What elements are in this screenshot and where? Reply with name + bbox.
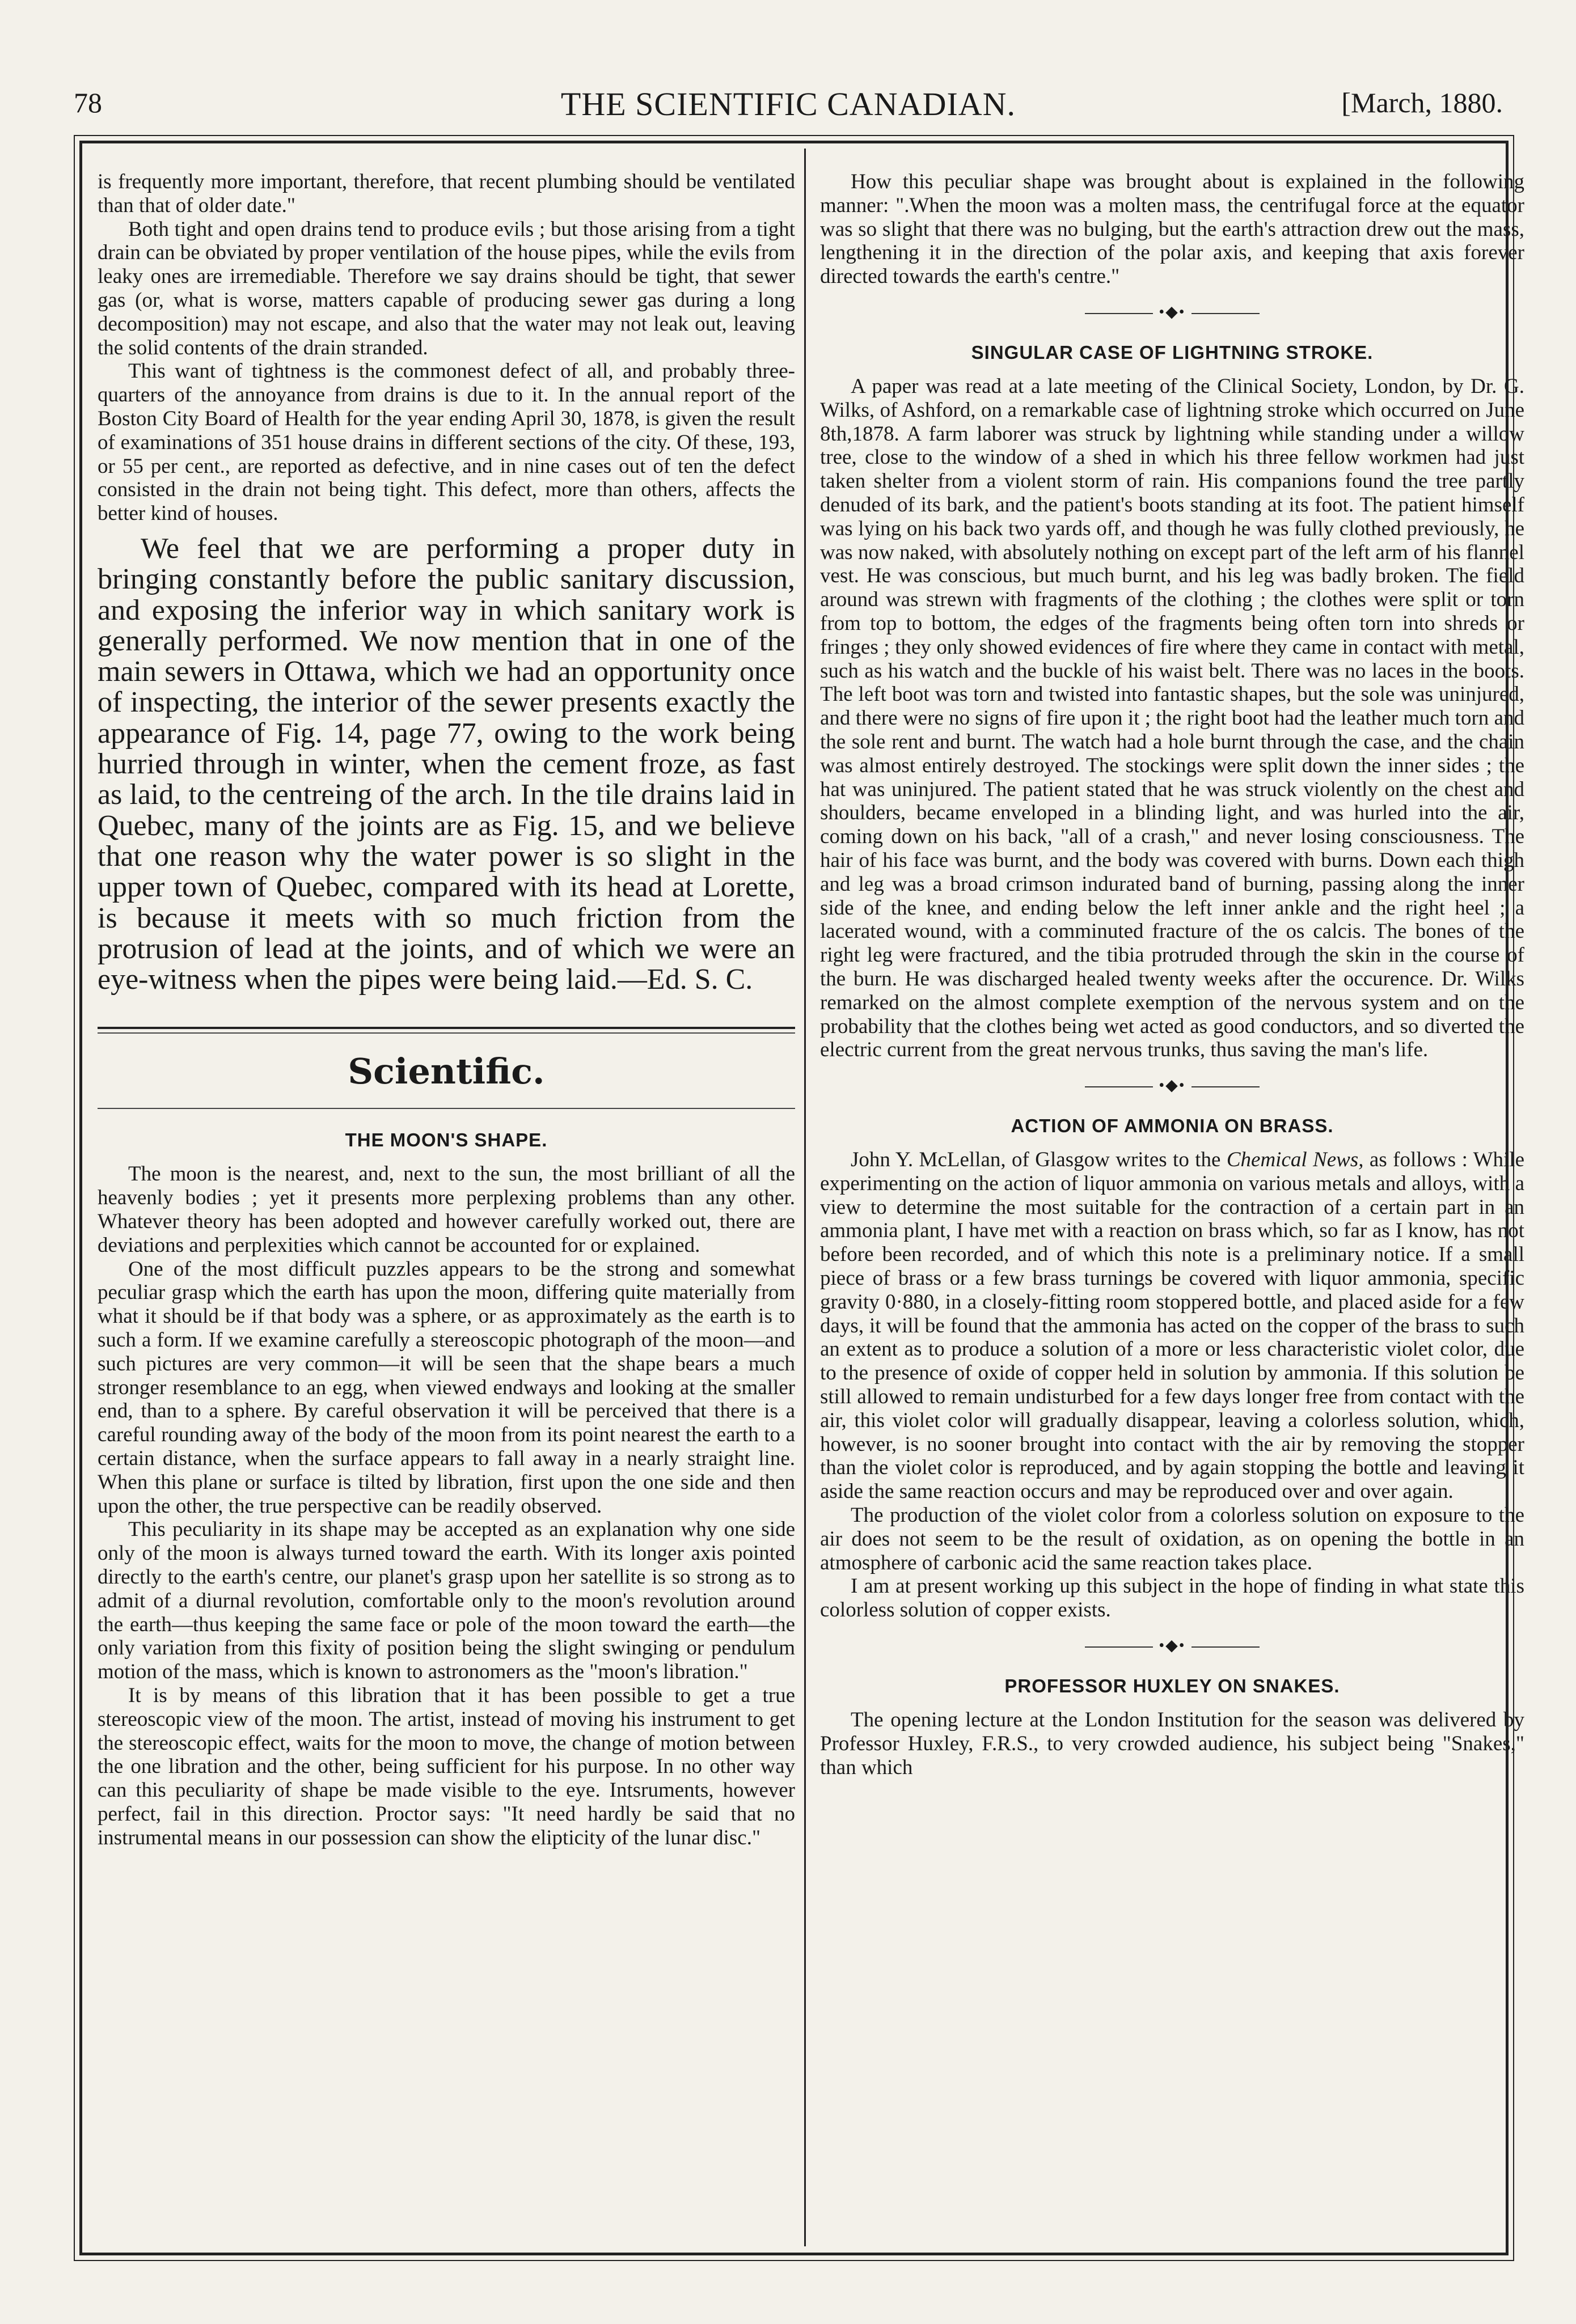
paragraph: I am at present working up this subject in the hope of finding in what state this colorless solution of copper exists. [820, 1574, 1524, 1622]
moon-article-continued [820, 170, 1524, 289]
section-divider-thin [98, 1032, 795, 1034]
paragraph: One of the most difficult puzzles appears to be the strong and somewhat peculiar grasp which the earth has upon the moon, differing quite materially from what it should be if that body was a sphere, or as approximately as the earth is to such a form. If we examine carefully a stereoscopic photograph of the moon—and such pictures are very common—it will be seen that the shape bears a much stronger resemblance to an egg, when viewed endways and looking at the smaller end, than to a sphere. By careful observation it will be perceived that there is a careful rounding away of the body of the moon from its point nearest the earth to a certain distance, when the surface appears to fall away in a nearly straight line. When this plane or surface is tilted by libration, first upon the one side and then upon the other, the true perspective can be readily observed. [98, 1257, 795, 1518]
article-heading: SINGULAR CASE OF LIGHTNING STROKE. [971, 341, 1374, 363]
journal-title: THE SCIENTIFIC CANADIAN. [560, 86, 1016, 122]
paragraph: The opening lecture at the London Institution for the season was delivered by Professor Huxley, F.R.S., to very crowded audience, his subject being "Snakes," than which [820, 1708, 1524, 1779]
article-heading: PROFESSOR HUXLEY ON SNAKES. [1004, 1675, 1340, 1697]
page-header [74, 74, 1503, 130]
paragraph: This peculiarity in its shape may be accepted as an explanation why one side only of the moon is always turned toward the earth. With its longer axis pointed directly to the earth's centre, our planet's grasp upon her satellite is so strong as to admit of a diurnal revolution, comfortable only to the moon's revolution around the earth—thus keeping the same face or pole of the moon toward the earth—the only variation from this fixity of position being the slight swinging or pendulum motion of the mass, which is known to astronomers as the "moon's libration." [98, 1518, 795, 1684]
title-underline [98, 1108, 795, 1109]
article-heading: THE MOON'S SHAPE. [345, 1129, 548, 1151]
column-divider [804, 149, 806, 2246]
paragraph: The moon is the nearest, and, next to the sun, the most brilliant of all the heavenly bodies ; yet it presents more perplexing problems than any other. Whatever theory has been adopted and however carefully worked out, there are deviations and perplexities which cannot be accounted for or explained. [98, 1162, 795, 1257]
ammonia-article [820, 1148, 1524, 1622]
editorial-note [98, 534, 795, 995]
huxley-article [820, 1708, 1524, 1779]
issue-date: [March, 1880. [1341, 87, 1503, 118]
drains-article [98, 170, 795, 526]
separator-ornament: •◆• [820, 1636, 1524, 1655]
left-column [98, 170, 795, 1850]
section-divider [98, 1027, 795, 1029]
right-column [820, 170, 1524, 1779]
article-heading: ACTION OF AMMONIA ON BRASS. [1011, 1115, 1334, 1137]
moon-article [98, 1162, 795, 1849]
paragraph: This want of tightness is the commonest defect of all, and probably three-quarters of the annoyance from drains is due to it. In the annual report of the Boston City Board of Health for the year ending April 30, 1878, is given the result of examinations of 351 house drains in different sections of the city. Of these, 193, or 55 per cent., are reported as defective, and in nine cases out of ten the defect consisted in the drain not being tight. This defect, more than others, affects the better kind of houses. [98, 359, 795, 526]
paragraph: is frequently more important, therefore, that recent plumbing should be ventilated than that of older date." [98, 170, 795, 217]
paragraph: It is by means of this libration that it has been possible to get a true stereoscopic view of the moon. The artist, instead of moving his instrument to get the stereoscopic effect, waits for the moon to move, the change of motion between the one libration and the other, being sufficient for his purpose. In no other way can this peculiarity of shape be made visible to the eye. Intsruments, however perfect, fail in this direction. Proctor says: "It need hardly be said that no instrumental means in our possession can show the elipticity of the lunar disc." [98, 1683, 795, 1849]
page-number: 78 [74, 87, 102, 118]
separator-ornament: •◆• [820, 302, 1524, 321]
separator-ornament: •◆• [820, 1076, 1524, 1095]
paragraph: The production of the violet color from a colorless solution on exposure to the air does not seem to be the result of oxidation, as on opening the bottle in an atmosphere of carbonic acid the same reaction takes place. [820, 1504, 1524, 1574]
paragraph: A paper was read at a late meeting of the Clinical Society, London, by Dr. G. Wilks, of Ashford, on a remarkable case of lightning stroke which occurred on June 8th,1878. A farm laborer was struck by lightning while standing under a willow tree, close to the window of a shed in which his three fellow workmen had just taken shelter from a violent storm of rain. His companions found the tree partly denuded of its bark, and the patient's boots standing at its foot. The patient himself was lying on his back two yards off, and though he was fully clothed previously, he was now naked, with absolutely nothing on except part of the left arm of his flannel vest. He was conscious, but much burnt, and his leg was badly broken. The field around was strewn with fragments of the clothing ; the clothes were split or torn from top to bottom, the edges of the fragments being often torn into shreds or fringes ; they only showed evidences of fire where they came in contact with metal, such as his watch and the buckle of his waist belt. There was no laces in the boots. The left boot was torn and twisted into fantastic shapes, but the sole was uninjured, and there were no signs of fire upon it ; the right boot had the leather much torn and the sole rent and burnt. The watch had a hole burnt through the case, and the chain was almost entirely destroyed. The stockings were split down the inner sides ; the hat was uninjured. The patient stated that he was struck violently on the chest and shoulders, became enveloped in a blinding light, and was hurled into the air, coming down on his back, "all of a crash," and never losing consciousness. The hair of his face was burnt, and the body was covered with burns. Down each thigh and leg was a broad crimson indurated band of burning, passing along the inner side of the knee, and ending below the left inner ankle and the right heel ; a lacerated wound, with a comminuted fracture of the os calcis. The bones of the right leg were fractured, and the tibia protruded through the skin in the course of the burn. He was discharged healed twenty weeks after the occurence. Dr. Wilks remarked on the almost complete exemption of the nervous system and on the probability that the clothes being wet acted as good conductors, and so diverted the electric current from the great nervous trunks, thus saving the man's life. [820, 374, 1524, 1062]
paragraph: Both tight and open drains tend to produce evils ; but those arising from a tight drain can be obviated by proper ventilation of the house pipes, while the evils from leaky ones are irremediable. Therefore we say drains should be tight, that sewer gas (or, what is worse, matters capable of producing sewer gas during a long decomposition) may not escape, and also that the water may not leak out, leaving the solid contents of the drain stranded. [98, 217, 795, 359]
paragraph: How this peculiar shape was brought about is explained in the following manner: ".When the moon was a molten mass, the centrifugal force at the equator was so slight that there was no bulging, but the earth's attraction drew out the mass, lengthening it in the direction of the polar axis, and keeping that axis forever directed towards the earth's centre." [820, 170, 1524, 289]
lightning-article [820, 375, 1524, 1062]
paragraph: John Y. McLellan, of Glasgow writes to the Chemical News, as follows : While experimenting on the action of liquor ammonia on various metals and alloys, with a view to determine the most suitable for the contraction of a certain part in an ammonia plant, I have met with a reaction on brass which, so far as I know, has not before been recorded, and of which this note is a preliminary notice. If a small piece of brass or a few brass turnings be covered with liquor ammonia, specific gravity 0·880, in a closely-fitting room stoppered bottle, and placed aside for a few days, it will be found that the ammonia has acted on the copper of the brass to such an extent as to produce a solution of a more or less characteristic violet color, due to the presence of oxide of copper held in solution by ammonia. If this solution be still allowed to remain undisturbed for a few days longer free from contact with the air, this violet color will gradually disappear, leaving a colorless solution, which, however, is no sooner brought into contact with the air by removing the stopper than the violet color is reproduced, and by again stopping the bottle and leaving it aside the same reaction occurs and may be reproduced over and over again. [820, 1148, 1524, 1504]
editorial-paragraph: We feel that we are performing a proper duty in bringing constantly before the public sanitary discussion, and exposing the inferior way in which sanitary work is generally performed. We now mention that in one of the main sewers in Ottawa, which we had an opportunity once of inspecting, the interior of the sewer presents exactly the appearance of Fig. 14, page 77, owing to the work being hurried through in winter, when the cement froze, as fast as laid, to the centreing of the arch. In the tile drains laid in Quebec, many of the joints are as Fig. 15, and we believe that one reason why the water power is so slight in the upper town of Quebec, compared with its head at Lorette, is because it meets with so much friction from the protrusion of lead at the joints, and of which we were an eye-witness when the pipes were being laid.—Ed. S. C. [98, 532, 795, 996]
section-title: Scientific. [348, 1051, 545, 1093]
